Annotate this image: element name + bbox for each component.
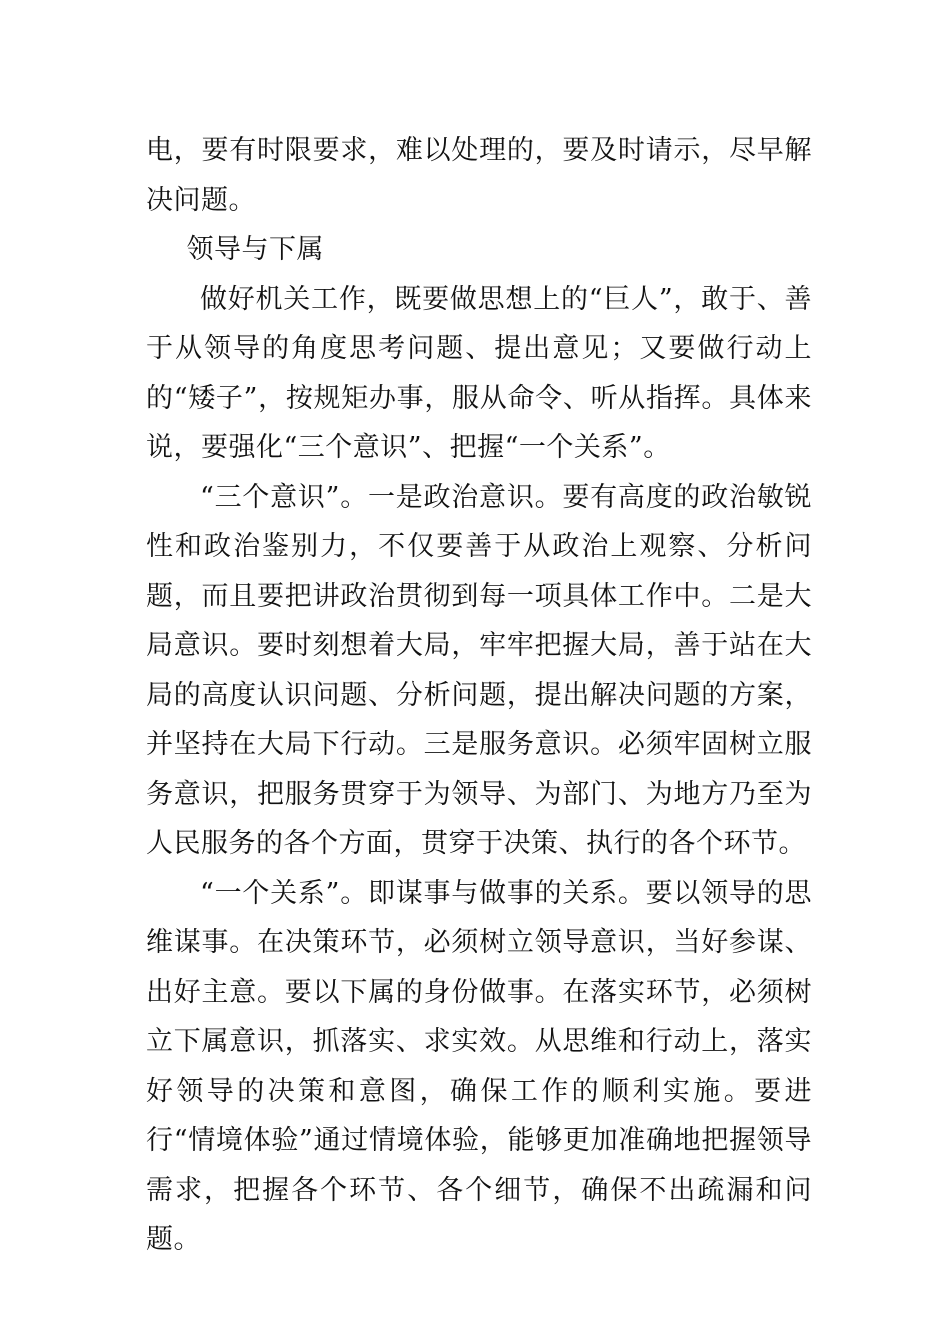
paragraph-one-relationship: “一个关系”。即谋事与做事的关系。要以领导的思维谋事。在决策环节，必须树立领导意识，当好参谋、出好主意。要以下属的身份做事。在落实环节，必须树立下属意识，抓落实、求实效。从思维和行动上，落实好领导的决策和意图，确保工作的顺利实施。要进行“情境体验”通过情境体验，能够更加准确地把握领导需求，把握各个环节、各个细节，确保不出疏漏和问题。 bbox=[146, 877, 812, 1255]
document-body bbox=[146, 126, 812, 1265]
paragraph-continuation: 电，要有时限要求，难以处理的，要及时请示，尽早解决问题。 bbox=[146, 135, 812, 216]
paragraph-intro: 做好机关工作，既要做思想上的“巨人”，敢于、善于从领导的角度思考问题、提出意见；又要做行动上的“矮子”，按规矩办事，服从命令、听从指挥。具体来说，要强化“三个意识”、把握“一个关系”。 bbox=[146, 283, 812, 463]
section-heading: 领导与下属 bbox=[186, 234, 324, 265]
paragraph-three-awareness: “三个意识”。一是政治意识。要有高度的政治敏锐性和政治鉴别力，不仅要善于从政治上观察、分析问题，而且要把讲政治贯彻到每一项具体工作中。二是大局意识。要时刻想着大局，牢牢把握大局，善于站在大局的高度认识问题、分析问题，提出解决问题的方案，并坚持在大局下行动。三是服务意识。必须牢固树立服务意识，把服务贯穿于为领导、为部门、为地方乃至为人民服务的各个方面，贯穿于决策、执行的各个环节。 bbox=[146, 481, 812, 859]
